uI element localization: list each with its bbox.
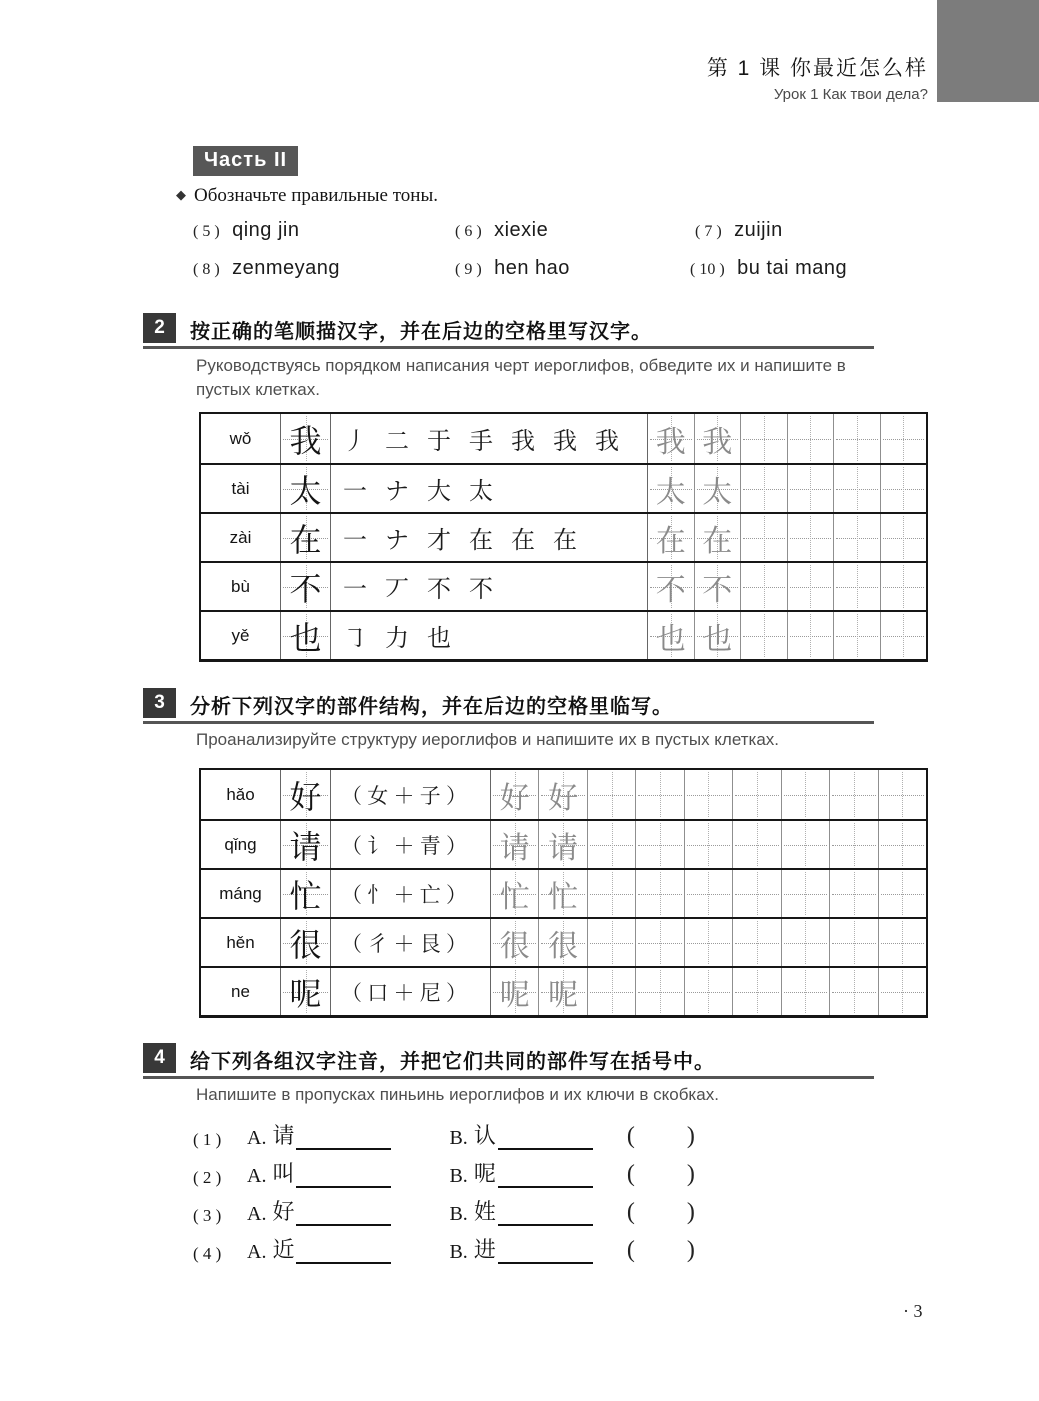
practice-cell-empty[interactable]	[787, 563, 834, 610]
hanzi: 在	[289, 521, 322, 558]
components-cell: （ 彳 ＋ 艮 ）	[331, 919, 491, 966]
practice-cell-empty[interactable]	[740, 563, 787, 610]
practice-cell-traced[interactable]: 很	[491, 919, 538, 966]
section-2-badge: 2	[143, 313, 176, 343]
practice-cell-empty[interactable]	[787, 612, 834, 659]
radical-row-2	[193, 1156, 695, 1188]
stroke-order-cell: 一 ナ 大 太	[331, 465, 648, 512]
hanzi: 太	[289, 472, 322, 509]
practice-cell-traced[interactable]: 在	[694, 514, 741, 561]
practice-cell-empty[interactable]	[880, 514, 927, 561]
practice-cell-traced[interactable]: 也	[648, 612, 694, 659]
hanzi-b: 姓	[473, 1199, 496, 1224]
answer-blank-a[interactable]	[296, 1206, 391, 1226]
practice-cell-traced[interactable]: 不	[694, 563, 741, 610]
label-a: A.	[247, 1203, 267, 1225]
practice-cell-empty[interactable]	[880, 465, 927, 512]
practice-cell-empty[interactable]	[635, 968, 683, 1015]
table-row	[201, 917, 926, 966]
section-3-rule	[143, 721, 874, 724]
row-number: ( 1 )	[193, 1130, 222, 1149]
practice-cell-traced[interactable]: 请	[538, 821, 586, 868]
stroke-order-cell: 丿 二 于 手 我 我 我	[331, 414, 648, 463]
section-3-title: 分析下列汉字的部件结构，并在后边的空格里临写。	[190, 696, 673, 718]
practice-cell-empty[interactable]	[878, 919, 926, 966]
part-badge: Часть II	[193, 146, 298, 176]
hanzi: 忙	[289, 877, 322, 914]
character-cell	[281, 612, 331, 659]
practice-cell-empty[interactable]	[781, 870, 829, 917]
practice-cell-traced[interactable]: 忙	[538, 870, 586, 917]
section-4-subtitle: Напишите в пропусках пиньинь иероглифов и их ключи в скобках.	[196, 1085, 719, 1104]
table-row	[201, 561, 926, 610]
hanzi-a: 好	[272, 1199, 295, 1224]
practice-cell-empty[interactable]	[635, 821, 683, 868]
practice-cell-empty[interactable]	[740, 465, 787, 512]
close-paren: )	[686, 1199, 695, 1225]
answer-blank-a[interactable]	[296, 1130, 391, 1150]
pinyin-cell: zài	[201, 514, 281, 561]
close-paren: )	[686, 1123, 695, 1149]
hanzi: 呢	[289, 975, 322, 1012]
practice-cell-empty[interactable]	[684, 821, 732, 868]
practice-cell-empty[interactable]	[880, 612, 927, 659]
section-3-badge: 3	[143, 688, 176, 718]
section-4-badge: 4	[143, 1043, 176, 1073]
hanzi: 不	[289, 570, 322, 607]
practice-cell-empty[interactable]	[684, 870, 732, 917]
table-row	[201, 770, 926, 819]
table-row	[201, 512, 926, 561]
page-number: · 3	[903, 1301, 923, 1321]
label-b: B.	[449, 1165, 468, 1187]
hanzi-b: 呢	[473, 1161, 496, 1186]
practice-cell-empty[interactable]	[829, 770, 877, 819]
practice-cell-traced[interactable]: 很	[538, 919, 586, 966]
character-cell	[281, 919, 331, 966]
practice-cell-traced[interactable]: 好	[491, 770, 538, 819]
practice-cell-empty[interactable]	[587, 919, 635, 966]
label-b: B.	[449, 1203, 468, 1225]
practice-cell-traced[interactable]: 不	[648, 563, 694, 610]
tone-item-6	[455, 219, 548, 242]
hanzi-a: 叫	[272, 1161, 295, 1186]
answer-blank-a[interactable]	[296, 1168, 391, 1188]
section-2-subtitle: Руководствуясь порядком написания черт иероглифов, обведите их и напишите в пустых клетках.	[196, 356, 846, 399]
row-number: ( 4 )	[193, 1244, 222, 1263]
practice-cell-empty[interactable]	[587, 821, 635, 868]
row-number: ( 3 )	[193, 1206, 222, 1225]
pinyin-cell: tài	[201, 465, 281, 512]
table-row	[201, 868, 926, 917]
tone-item-pinyin[interactable]: qing jin	[232, 219, 300, 241]
practice-cell-empty[interactable]	[587, 870, 635, 917]
practice-cell-empty[interactable]	[878, 770, 926, 819]
practice-cell-empty[interactable]	[833, 514, 880, 561]
open-paren: (	[626, 1199, 635, 1225]
tone-item-pinyin[interactable]: zuijin	[734, 219, 783, 241]
label-a: A.	[247, 1165, 267, 1187]
character-cell	[281, 514, 331, 561]
practice-cell-empty[interactable]	[635, 770, 683, 819]
table-row	[201, 463, 926, 512]
pinyin-cell: máng	[201, 870, 281, 917]
stroke-order-cell: 一 丆 不 不	[331, 563, 648, 610]
practice-cell-empty[interactable]	[829, 968, 877, 1015]
tone-item-number: ( 9 )	[455, 261, 482, 278]
practice-cell-empty[interactable]	[684, 919, 732, 966]
pinyin-cell: ne	[201, 968, 281, 1015]
practice-cell-empty[interactable]	[833, 563, 880, 610]
practice-cell-empty[interactable]	[878, 821, 926, 868]
row-number: ( 2 )	[193, 1168, 222, 1187]
practice-cell-empty[interactable]	[781, 968, 829, 1015]
practice-cell-empty[interactable]	[833, 465, 880, 512]
practice-cell-empty[interactable]	[880, 563, 927, 610]
radical-row-3	[193, 1194, 695, 1226]
label-b: B.	[449, 1127, 468, 1149]
diamond-icon: ◆	[176, 187, 186, 202]
practice-cell-empty[interactable]	[732, 870, 780, 917]
pinyin-cell: bù	[201, 563, 281, 610]
pinyin-cell: qǐng	[201, 821, 281, 868]
practice-cell-empty[interactable]	[829, 919, 877, 966]
open-paren: (	[626, 1161, 635, 1187]
character-cell	[281, 563, 331, 610]
character-cell	[281, 770, 331, 819]
practice-cell-empty[interactable]	[829, 821, 877, 868]
answer-blank-a[interactable]	[296, 1244, 391, 1264]
practice-cell-traced[interactable]: 呢	[538, 968, 586, 1015]
table-row	[201, 610, 926, 659]
practice-cell-traced[interactable]: 请	[491, 821, 538, 868]
component-table	[199, 768, 928, 1018]
practice-cell-empty[interactable]	[740, 612, 787, 659]
tone-instruction	[176, 185, 438, 207]
tone-instruction-text: Обозначьте правильные тоны.	[194, 185, 438, 206]
section-4-rule	[143, 1076, 874, 1079]
radical-row-1	[193, 1118, 695, 1150]
answer-blank-b[interactable]	[498, 1130, 593, 1150]
practice-cell-empty[interactable]	[635, 919, 683, 966]
lesson-title-chinese: 第 1 课 你最近怎么样	[706, 57, 928, 80]
label-b: B.	[449, 1241, 468, 1263]
pinyin-cell: wǒ	[201, 414, 281, 463]
label-a: A.	[247, 1241, 267, 1263]
pinyin-cell: hěn	[201, 919, 281, 966]
tone-item-pinyin[interactable]: zenmeyang	[232, 257, 341, 279]
close-paren: )	[686, 1237, 695, 1263]
practice-cell-traced[interactable]: 呢	[491, 968, 538, 1015]
practice-cell-empty[interactable]	[878, 870, 926, 917]
practice-cell-empty[interactable]	[787, 414, 834, 463]
practice-cell-empty[interactable]	[833, 414, 880, 463]
tone-item-pinyin[interactable]: hen hao	[494, 257, 570, 279]
components-cell: （ 讠 ＋ 青 ）	[331, 821, 491, 868]
tone-item-number: ( 8 )	[193, 261, 220, 278]
character-cell	[281, 968, 331, 1015]
stroke-order-cell: ㇆ 力 也	[331, 612, 648, 659]
practice-cell-traced[interactable]: 太	[694, 465, 741, 512]
practice-cell-empty[interactable]	[732, 821, 780, 868]
practice-cell-empty[interactable]	[587, 968, 635, 1015]
hanzi: 请	[289, 828, 322, 865]
pinyin-cell: hǎo	[201, 770, 281, 819]
practice-cell-empty[interactable]	[781, 919, 829, 966]
hanzi: 也	[289, 619, 322, 656]
practice-cell-empty[interactable]	[829, 870, 877, 917]
character-cell	[281, 870, 331, 917]
practice-cell-traced[interactable]: 在	[648, 514, 694, 561]
section-2-rule	[143, 346, 874, 349]
label-a: A.	[247, 1127, 267, 1149]
tone-item-number: ( 6 )	[455, 223, 482, 240]
character-cell	[281, 414, 331, 463]
hanzi-b: 进	[473, 1237, 496, 1262]
section-2-title: 按正确的笔顺描汉字，并在后边的空格里写汉字。	[190, 321, 652, 343]
hanzi: 很	[289, 926, 322, 963]
hanzi: 好	[289, 778, 322, 815]
tone-item-number: ( 10 )	[690, 261, 725, 278]
table-row	[201, 414, 926, 463]
section-4-title: 给下列各组汉字注音，并把它们共同的部件写在括号中。	[190, 1051, 715, 1073]
answer-blank-b[interactable]	[498, 1244, 593, 1264]
practice-cell-empty[interactable]	[732, 968, 780, 1015]
close-paren: )	[686, 1161, 695, 1187]
pinyin-cell: yě	[201, 612, 281, 659]
practice-cell-traced[interactable]: 好	[538, 770, 586, 819]
hanzi: 我	[289, 422, 322, 459]
practice-cell-traced[interactable]: 我	[694, 414, 741, 463]
practice-cell-empty[interactable]	[732, 770, 780, 819]
character-cell	[281, 821, 331, 868]
components-cell: （ 女 ＋ 子 ）	[331, 770, 491, 819]
answer-blank-b[interactable]	[498, 1206, 593, 1226]
practice-cell-empty[interactable]	[787, 514, 834, 561]
tone-item-7	[695, 219, 783, 242]
radical-row-4	[193, 1232, 695, 1264]
section-3-subtitle: Проанализируйте структуру иероглифов и напишите их в пустых клетках.	[196, 730, 780, 749]
hanzi-a: 近	[272, 1237, 295, 1262]
tone-item-number: ( 5 )	[193, 223, 220, 240]
tone-item-10	[690, 257, 847, 280]
tone-item-9	[455, 257, 570, 280]
practice-cell-traced[interactable]: 我	[648, 414, 694, 463]
tone-item-8	[193, 257, 340, 280]
tone-item-5	[193, 219, 300, 242]
practice-cell-traced[interactable]: 忙	[491, 870, 538, 917]
practice-cell-empty[interactable]	[781, 770, 829, 819]
lesson-header	[707, 52, 928, 103]
practice-cell-empty[interactable]	[587, 770, 635, 819]
table-row	[201, 966, 926, 1015]
open-paren: (	[626, 1237, 635, 1263]
hanzi-b: 认	[473, 1123, 496, 1148]
components-cell: （ 忄 ＋ 亡 ）	[331, 870, 491, 917]
answer-blank-b[interactable]	[498, 1168, 593, 1188]
tone-item-pinyin[interactable]: xiexie	[494, 219, 549, 241]
open-paren: (	[626, 1123, 635, 1149]
practice-cell-empty[interactable]	[740, 514, 787, 561]
hanzi-a: 请	[272, 1123, 295, 1148]
corner-decoration-block	[937, 0, 1039, 102]
practice-cell-empty[interactable]	[880, 414, 927, 463]
components-cell: （ 口 ＋ 尼 ）	[331, 968, 491, 1015]
practice-cell-empty[interactable]	[684, 770, 732, 819]
practice-cell-traced[interactable]: 太	[648, 465, 694, 512]
character-cell	[281, 465, 331, 512]
practice-cell-empty[interactable]	[781, 821, 829, 868]
practice-cell-traced[interactable]: 也	[694, 612, 741, 659]
tone-item-pinyin[interactable]: bu tai mang	[737, 257, 848, 279]
stroke-order-cell: 一 ナ 才 在 在 在	[331, 514, 648, 561]
practice-cell-empty[interactable]	[833, 612, 880, 659]
tone-item-number: ( 7 )	[695, 223, 722, 240]
practice-cell-empty[interactable]	[787, 465, 834, 512]
practice-cell-empty[interactable]	[684, 968, 732, 1015]
practice-cell-empty[interactable]	[732, 919, 780, 966]
table-row	[201, 819, 926, 868]
stroke-order-table	[199, 412, 928, 662]
practice-cell-empty[interactable]	[635, 870, 683, 917]
practice-cell-empty[interactable]	[740, 414, 787, 463]
lesson-title-russian: Урок 1 Как твои дела?	[773, 86, 928, 103]
practice-cell-empty[interactable]	[878, 968, 926, 1015]
